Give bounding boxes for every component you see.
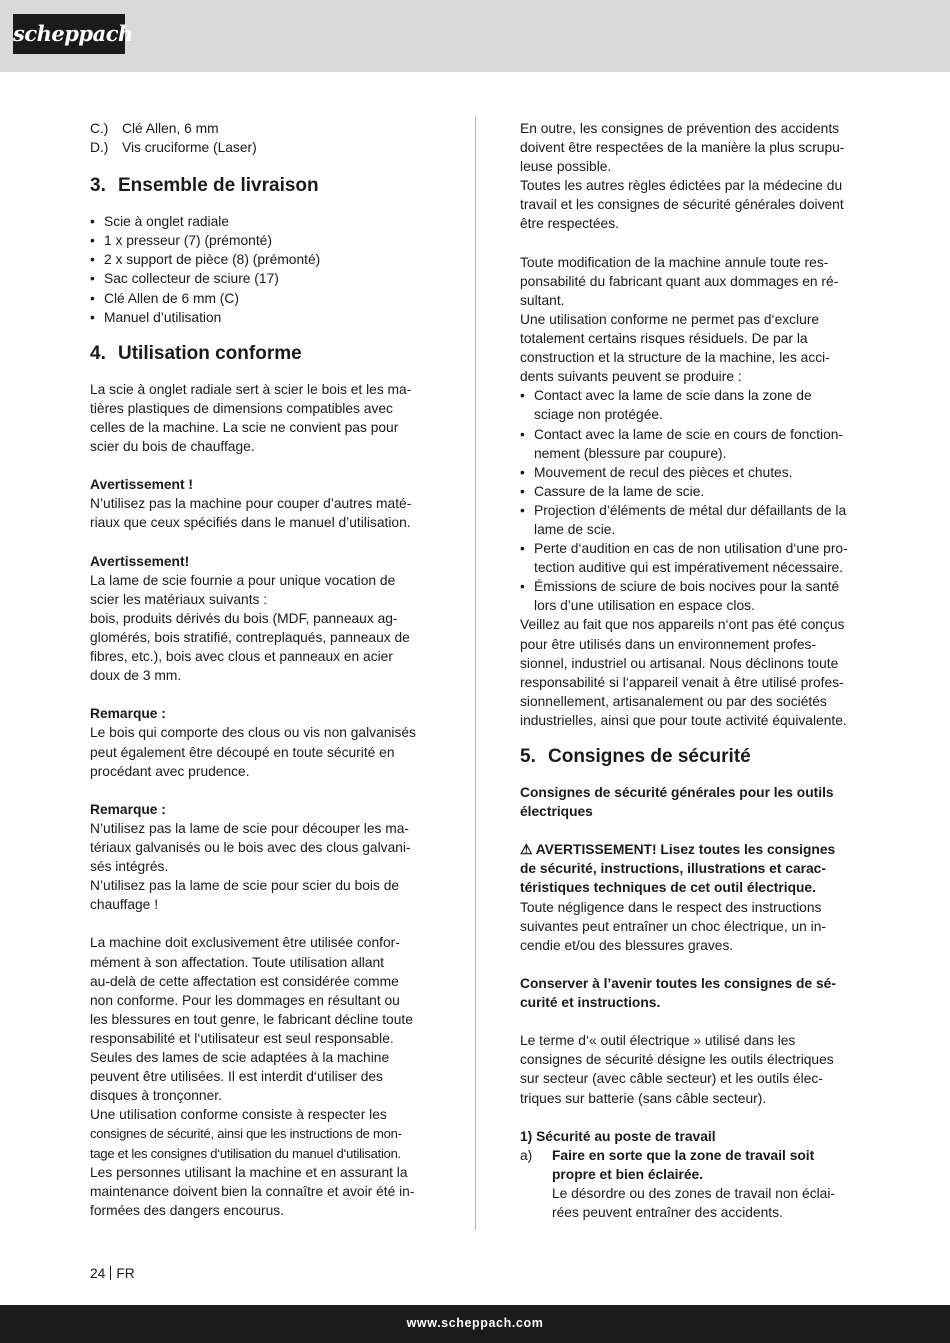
warning-2-title: Avertissement! [90,553,190,569]
parts-list-item [90,138,430,157]
language-code: FR [116,1266,135,1281]
note-2-title: Remarque : [90,801,166,817]
page-footer [90,1265,135,1283]
intended-use-text: La machine doit exclusivement être utilisée confor- mément à son affectation. Toute utilisation allant au-delà de cette affectation est considérée comme non conforme. Pour les dommages en résultant ou les blessures en tout genre, le fabricant décline toute responsabilité et l‘utilisateur est seul responsable. Seules des lames de scie adaptées à la machine peuvent être utilisées. Il est interdit d‘utiliser des disques à tronçonner. Une utilisation conforme consiste à respecter les consignes de sécurité, ainsi que les instructions de mon- tage et les consignes d‘utilisation du manuel d‘utilisation. Les personnes utilisant la machine et en assurant la maintenance doivent bien la connaître et avoir été in- formées des dangers encourus. [90,935,415,1218]
list-item: • Contact avec la lame de scie dans la zone de sciage non protégée. [520,388,812,423]
list-item: • Scie à onglet radiale [90,214,230,230]
warning-1-title: Avertissement ! [90,477,194,493]
section-3-heading [90,174,430,198]
general-safety-title: Consignes de sécurité générales pour les outils électriques [520,785,834,820]
section-4-title: Utilisation conforme [118,342,302,364]
list-item: • Émissions de sciure de bois nocives pour la santé lors d’une utilisation en espace clos. [520,579,840,614]
note-1-text: Le bois qui comporte des clous ou vis non galvanisés peut également être découpé en toute sécurité en procédant avec prudence. [90,725,416,779]
page-number: 24 [90,1266,106,1281]
list-item: • Sac collecteur de sciure (17) [90,271,279,287]
header-bar [0,0,950,72]
list-item: • 2 x support de pièce (8) (prémonté) [90,252,321,268]
list-item: • Clé Allen de 6 mm (C) [90,290,239,306]
power-tool-term-text: Le terme d‘« outil électrique » utilisé dans les consignes de sécurité désigne les outils électriques sur secteur (avec câble secteur) et les outils élec- triques sur batterie (sans câble secteur). [520,1033,834,1106]
prevention-text: En outre, les consignes de prévention des accidents doivent être respectées de la manière la plus scrupu- leuse possible. Toutes les autres règles édictées par la médecine du travail et les consignes de sécurité générales doivent être respectées. [520,121,845,232]
parts-list-item [90,119,430,138]
warning-triangle-icon: ⚠ [520,842,533,858]
right-column [520,119,859,1222]
parts-text: Vis cruciforme (Laser) [122,140,257,156]
note-1-title: Remarque : [90,706,166,722]
residual-risks-list [520,386,859,615]
website-url: www.scheppach.com [406,1316,544,1330]
delivery-list [90,212,430,327]
parts-key: D.) [90,140,109,156]
column-divider [475,116,476,1230]
list-item: • Cassure de la lame de scie. [520,483,705,499]
left-column [90,119,430,1220]
section-4-number: 4. [90,342,106,364]
section-4-heading [90,342,430,366]
bottom-bar [0,1305,950,1343]
modification-text: Toute modification de la machine annule toute res- ponsabilité du fabricant quant aux dommages en ré- sultant. Une utilisation conforme ne permet pas d‘exclure totalement certains risques résiduels. De par la construction et la structure de la machine, les acci- dents suivants peuvent se produire : [520,254,839,385]
list-item: • Manuel d’utilisation [90,309,222,325]
professional-use-text: Veillez au fait que nos appareils n‘ont pas été conçus pour être utilisés dans un environnement profes- sionnel, industriel ou artisanal. Nous déclinons toute responsabilité si l‘appareil venait à être utilisé profes- sionnellement, artisanalement ou par des sociétés industrielles, ainsi que pour toute activité équivalente. [520,617,847,728]
parts-key: C.) [90,121,109,136]
keep-instructions-text: Conserver à l’avenir toutes les consignes de sé- curité et instructions. [520,975,836,1011]
section-5-title: Consignes de sécurité [548,746,751,767]
section-5-number: 5. [520,746,536,767]
workplace-safety-title: 1) Sécurité au poste de travail [520,1128,716,1144]
warning-1-text: N’utilisez pas la machine pour couper d’autres maté- riaux que ceux spécifiés dans le manuel d’utilisation. [90,496,412,531]
note-2-text: N’utilisez pas la lame de scie pour découper les ma- tériaux galvanisés ou le bois avec des clous galvani- sés intégrés. N’utilisez pas la lame de scie pour scier du bois de chauffage ! [90,820,411,913]
section-3-number: 3. [90,175,106,197]
list-item: • Contact avec la lame de scie en cours de fonction- nement (blessure par coupure). [520,426,844,461]
parts-text: Clé Allen, 6 mm [122,121,219,136]
section-3-title: Ensemble de livraison [118,175,319,197]
list-item: • Perte d‘audition en cas de non utilisation d‘une pro- tection auditive qui est impérativement nécessaire. [520,541,848,576]
list-item: • 1 x presseur (7) (prémonté) [90,233,272,249]
warning-2-text: La lame de scie fournie a pour unique vocation de scier les matériaux suivants : bois, produits dérivés du bois (MDF, panneaux ag- glomérés, bois stratifié, contreplaqués, panneaux de fibres, etc.), bois avec clous et panneaux en acier doux de 3 mm. [90,572,410,684]
list-item: • Projection d’éléments de métal dur défaillants de la lame de scie. [520,502,847,537]
scheppach-logo: scheppach [13,14,125,54]
intended-use-intro: La scie à onglet radiale sert à scier le bois et les ma- tières plastiques de dimensions compatibles avec celles de la machine. La scie ne convient pas pour scier du bois de chauffage. [90,381,412,455]
list-item: • Mouvement de recul des pièces et chutes. [520,464,793,480]
section-5-heading [520,745,859,769]
parts-list [90,119,430,157]
workplace-safety-item: a) Faire en sorte que la zone de travail soit propre et bien éclairée. Le désordre ou des zones de travail non éclai- rées peuvent entraîner des accidents. [520,1147,836,1221]
safety-warning: ⚠ AVERTISSEMENT! Lisez toutes les consignes de sécurité, instructions, illustrations et carac- téristiques techniques de cet outil électrique. Toute négligence dans le respect des instructions suivantes peut entraîner un choc électrique, un in- cendie et/ou des blessures graves. [520,842,836,953]
